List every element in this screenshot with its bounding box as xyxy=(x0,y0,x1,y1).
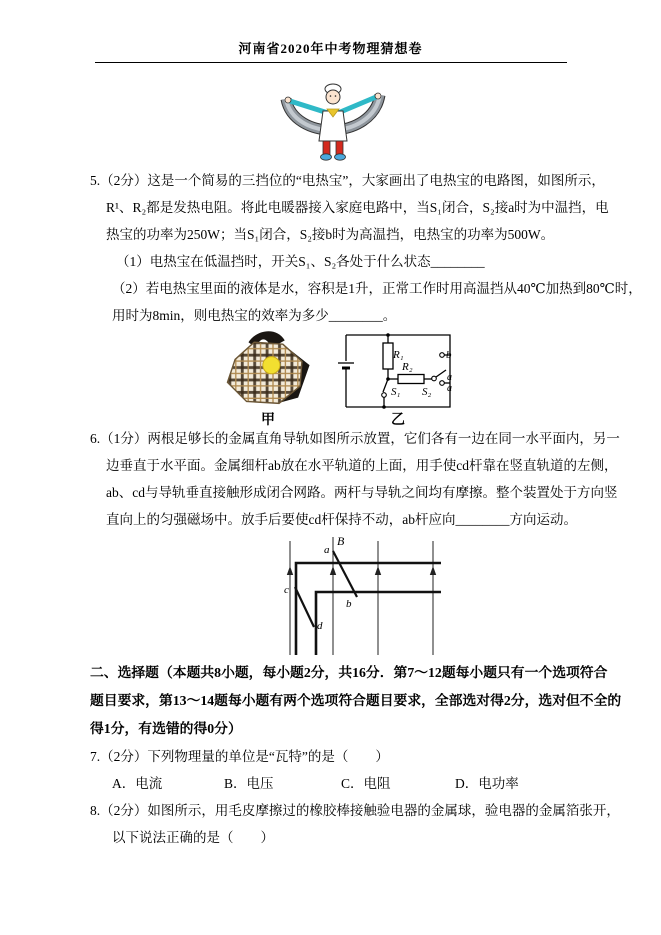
bag-button xyxy=(263,357,280,374)
q7-option-c: C．电阻 xyxy=(341,776,391,791)
cartoon-figure-wrap xyxy=(0,63,661,167)
leg-right xyxy=(336,141,343,155)
q7-option-b: B．电压 xyxy=(224,776,274,791)
figure-label-jia: 甲 xyxy=(261,413,275,428)
q6-figure-wrap xyxy=(0,533,661,659)
q5-sub2-blank: 用时为8min，则电热宝的效率为多少________。 xyxy=(112,308,397,323)
label-c: c xyxy=(284,584,289,596)
rod-ab xyxy=(333,551,357,597)
contact-a-terminal xyxy=(440,381,445,386)
q7-options xyxy=(0,770,661,797)
hand-left xyxy=(285,97,291,103)
outer-rail xyxy=(296,563,441,655)
q6-blank-line: 直向上的匀强磁场中。放手后要使cd杆保持不动，ab杆应向________方向运动。 xyxy=(106,512,577,527)
node-mid xyxy=(386,377,390,381)
rails-field-diagram xyxy=(283,535,443,657)
switch-s2-pivot xyxy=(432,376,437,381)
question-7 xyxy=(0,743,661,797)
field-lines xyxy=(290,537,433,655)
hand-right xyxy=(375,93,381,99)
eye-left xyxy=(330,95,332,97)
q8-line-1: 8.（2分）如图所示，用毛皮摩擦过的橡胶棒接触验电器的金属球，验电器的金属箔张开， xyxy=(90,803,620,818)
label-b: b xyxy=(346,598,352,610)
label-r2: R₂ xyxy=(402,361,413,373)
question-8 xyxy=(0,797,661,851)
q5-line-1: 5.（2分）这是一个简易的三挡位的“电热宝”，大家画出了电热宝的电路图，如图所示， xyxy=(90,173,605,188)
question-5 xyxy=(0,167,661,329)
label-a-bottom: a xyxy=(447,383,452,394)
q5-figures xyxy=(0,329,661,428)
section-2-heading xyxy=(0,659,661,743)
figure-label-yi: 乙 xyxy=(391,413,405,428)
question-6 xyxy=(0,425,661,533)
q8-line-2: 以下说法正确的是（ ） xyxy=(112,830,274,845)
q5-sub1-blank: （1）电热宝在低温挡时，开关S₁、S₂各处于什么状态________ xyxy=(116,254,485,269)
leg-left xyxy=(323,141,330,155)
label-a-top: a xyxy=(447,372,452,383)
section2-line-2: 题目要求，第13～14题每小题有两个选项符合题目要求，全部选对得2分，选对但不全的 xyxy=(90,693,622,708)
heat-bag-photo xyxy=(213,327,325,411)
q5-line-3: 热宝的功率为250W；当S₁闭合，S₂接b时为高温挡，电热宝的功率为500W。 xyxy=(106,227,555,242)
q7-option-a: A．电流 xyxy=(112,776,163,791)
label-s2: S₂ xyxy=(422,386,432,398)
contact-b-terminal xyxy=(440,353,445,358)
label-s1: S₁ xyxy=(391,386,401,398)
field-arrowheads xyxy=(287,566,436,575)
label-d: d xyxy=(317,620,323,632)
bag-body xyxy=(227,342,301,403)
circuit-diagram xyxy=(336,325,460,415)
label-field-B: B xyxy=(337,535,345,548)
q7-text: 7.（2分）下列物理量的单位是“瓦特”的是（ ） xyxy=(90,749,389,764)
q5-line-2: R¹、R₂都是发热电阻。将此电暖器接入家庭电路中，当S₁闭合，S₂接a时为中温挡，电 xyxy=(106,200,609,215)
shoe-left xyxy=(321,154,332,160)
q6-line-3: ab、cd与导轨垂直接触形成闭合网路。两杆与导轨之间均有摩擦。整个装置处于方向竖 xyxy=(106,485,618,500)
switch-s1-contact xyxy=(382,393,387,398)
head xyxy=(326,90,340,104)
q6-line-2: 边垂直于水平面。金属细杆ab放在水平轨道的上面，用手使cd杆靠在竖直轨道的左侧， xyxy=(106,458,618,473)
q5-sub2-line-1: （2）若电热宝里面的液体是水，容积是1升，正常工作时用高温挡从40℃加热到80℃时， xyxy=(112,281,642,296)
section2-line-1: 二、选择题（本题共8小题，每小题2分，共16分．第7～12题每小题只有一个选项符合 xyxy=(90,665,608,680)
q6-line-1: 6.（1分）两根足够长的金属直角导轨如图所示放置，它们各有一边在同一水平面内，另一 xyxy=(90,431,620,446)
cartoon-man-illustration xyxy=(276,83,390,165)
page-title: 河南省2020年中考物理猜想卷 xyxy=(238,41,423,56)
label-a: a xyxy=(324,544,330,556)
node-top xyxy=(386,333,390,337)
section2-line-3: 得1分，有选错的得0分） xyxy=(90,721,242,736)
rod-cd xyxy=(295,587,314,627)
eye-right xyxy=(335,95,337,97)
q7-option-d: D．电功率 xyxy=(455,776,519,791)
shoe-right xyxy=(335,154,346,160)
label-r1: R₁ xyxy=(393,349,404,361)
label-b: b xyxy=(446,349,452,361)
